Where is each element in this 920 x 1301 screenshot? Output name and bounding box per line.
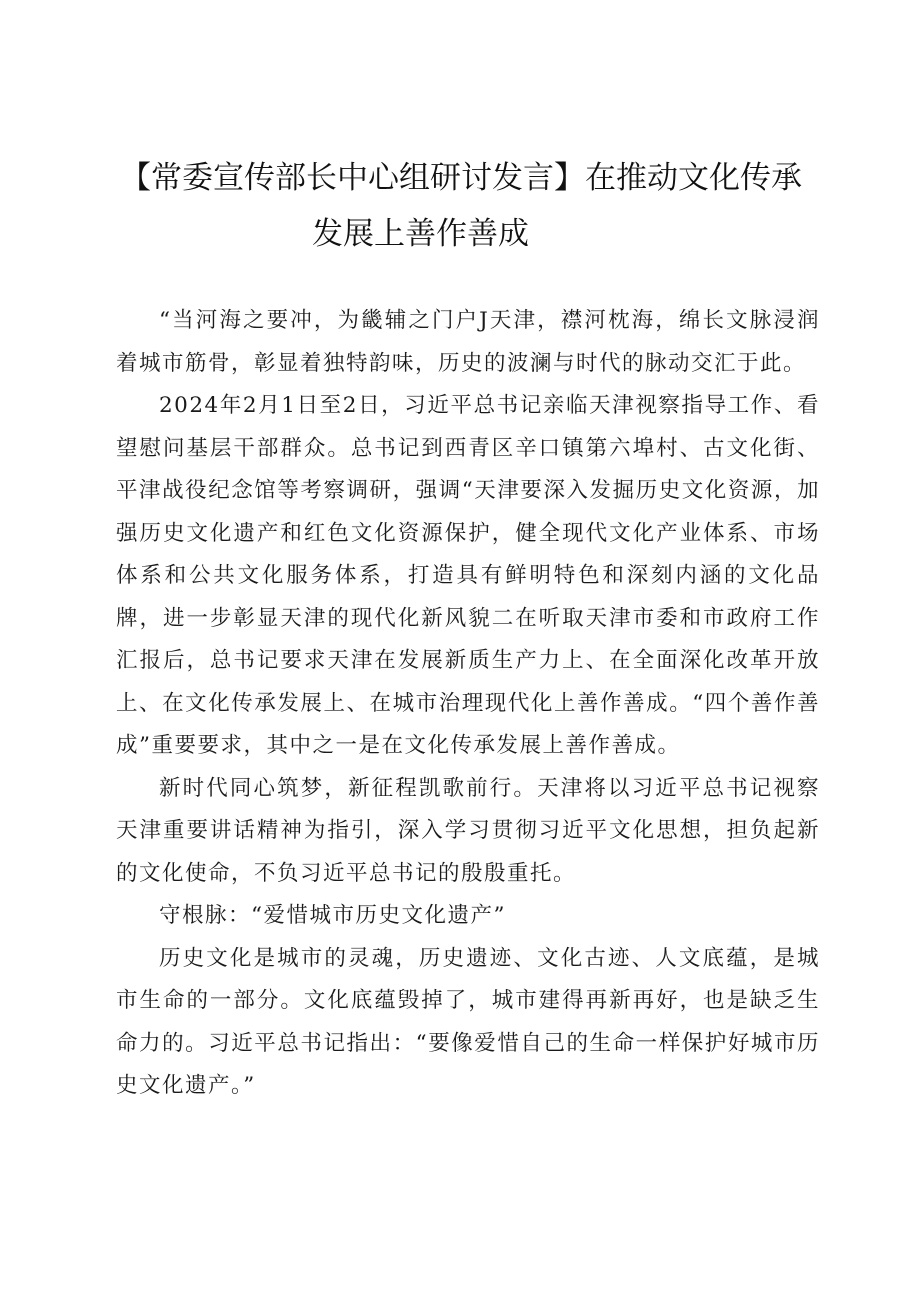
section-heading: 守根脉：“爱惜城市历史文化遗产” [159, 903, 506, 928]
paragraph-new-era: 新时代同心筑梦，新征程凯歌前行。天津将以习近平总书记视察天津重要讲话精神为指引，深入学习贯彻习近平文化思想，担负起新的文化使命，不负习近平总书记的殷殷重托。 [116, 775, 820, 886]
paragraph-intro: “当河海之要冲，为畿辅之门户J天津，襟河枕海，绵长文脉浸润着城市筋骨，彰显着独特韵味，历史的波澜与时代的脉动交汇于此。 [116, 308, 820, 376]
document-body [116, 300, 820, 1108]
title-line-1: 【常委宣传部长中心组研讨发言】在推动文化传承 [120, 160, 802, 196]
title-line-2: 发展上善作善成 [312, 216, 529, 252]
document-title [120, 150, 840, 262]
paragraph-visit: 2024年2月1日至2日，习近平总书记亲临天津视察指导工作、看望慰问基层干部群众。总书记到西青区辛口镇第六埠村、古文化街、平津战役纪念馆等考察调研，强调“天津要深入发掘历史文化资源，加强历史文化遗产和红色文化资源保护，健全现代文化产业体系、市场体系和公共文化服务体系，打造具有鲜明特色和深刻内涵的文化品牌，进一步彰显天津的现代化新风貌二在听取天津市委和市政府工作汇报后，总书记要求天津在发展新质生产力上、在全面深化改革开放上、在文化传承发展上、在城市治理现代化上善作善成。“四个善作善成”重要要求，其中之一是在文化传承发展上善作善成。 [116, 393, 820, 758]
paragraph-heritage: 历史文化是城市的灵魂，历史遗迹、文化古迹、人文底蕴，是城市生命的一部分。文化底蕴毁掉了，城市建得再新再好，也是缺乏生命力的。习近平总书记指出：“要像爱惜自己的生命一样保护好城市历史文化遗产。” [116, 945, 820, 1098]
